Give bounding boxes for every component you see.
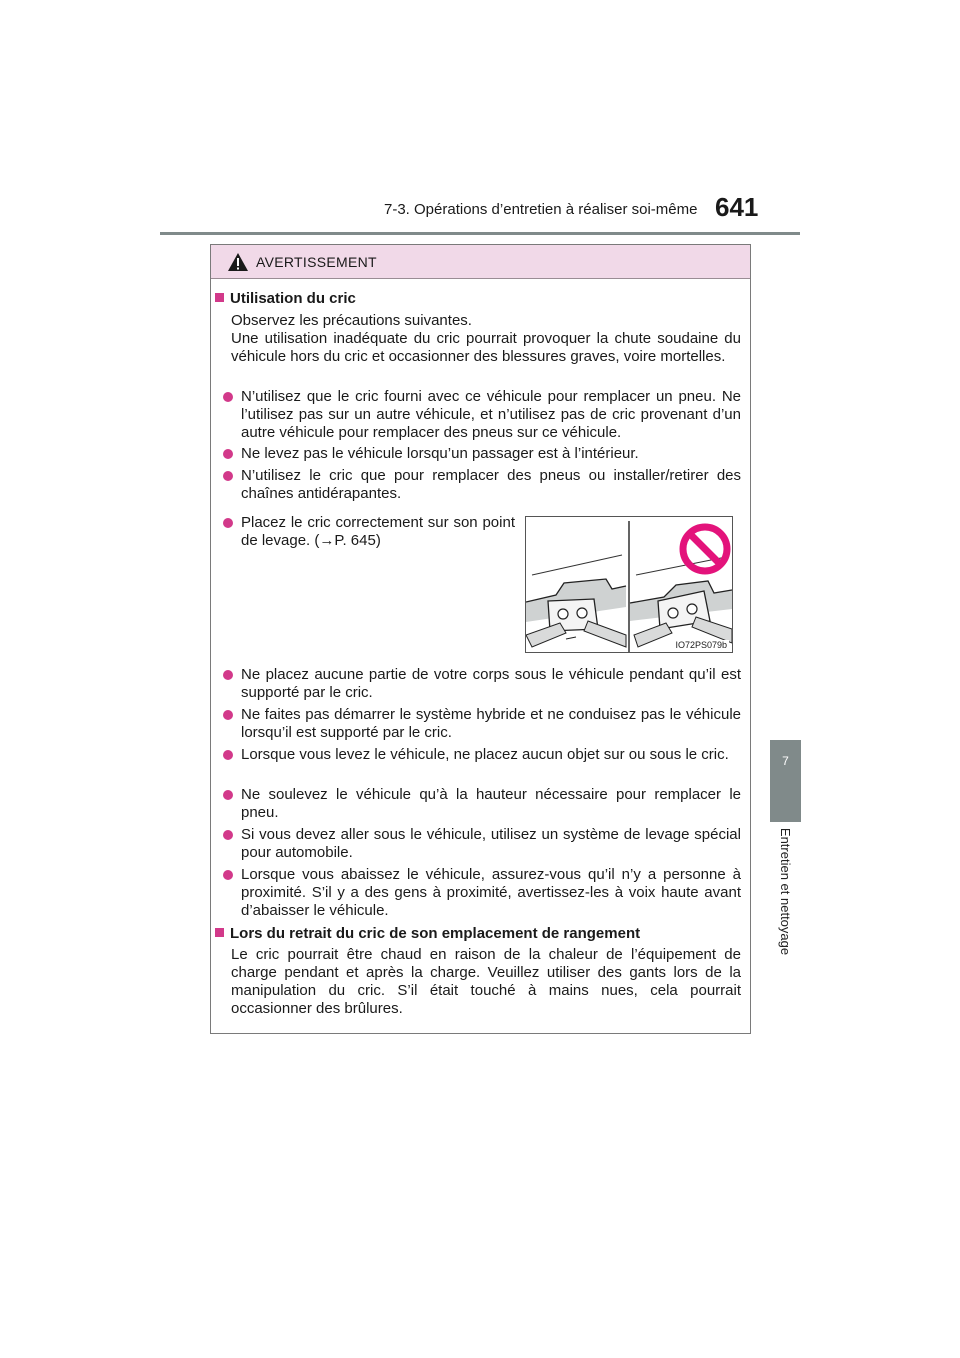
header-section-title: 7-3. Opérations d’entretien à réaliser soi-même [384, 201, 698, 218]
figure-code: IO72PS079b [675, 640, 727, 650]
list-item: Ne placez aucune partie de votre corps sous le véhicule pendant qu’il est supporté par le cric. [223, 666, 741, 702]
chapter-tab-label-text: Entretien et nettoyage [778, 827, 794, 955]
square-bullet-icon [215, 928, 224, 937]
list-item: Placez le cric correctement sur son point de levage. (→P. 645) [223, 514, 515, 550]
list-item: Ne levez pas le véhicule lorsqu’un passager est à l’intérieur. [223, 445, 741, 463]
bullet-dot-icon [223, 471, 233, 481]
list-item: N’utilisez le cric que pour remplacer des pneus ou installer/retirer des chaînes antidérapantes. [223, 467, 741, 503]
bullet-dot-icon [223, 670, 233, 680]
square-bullet-icon [215, 293, 224, 302]
list-item: Lorsque vous levez le véhicule, ne placez aucun objet sur ou sous le cric. [223, 746, 741, 764]
bullet-dot-icon [223, 392, 233, 402]
warning-title: AVERTISSEMENT [256, 253, 377, 270]
bullet-dot-icon [223, 750, 233, 760]
warning-triangle-icon [227, 252, 249, 272]
bullet-dot-icon [223, 790, 233, 800]
intro-line: Observez les précautions suivantes. [231, 312, 472, 329]
warning-box [210, 244, 751, 1034]
warning-header [211, 245, 750, 279]
removal-paragraph: Le cric pourrait être chaud en raison de la chaleur de l’équipement de charge pendant et après la charge. Veuillez utiliser des gants lors de la manipulation du cric. S’il était touché à mains nues, cela pourrait occasionner des brûlures. [231, 946, 741, 1017]
bullet-dot-icon [223, 870, 233, 880]
jack-placement-figure [525, 516, 733, 653]
chapter-tab-label [770, 822, 801, 960]
page-number: 641 [715, 192, 759, 222]
section-heading-jack-removal: Lors du retrait du cric de son emplacement de rangement [215, 925, 640, 942]
list-item: Ne soulevez le véhicule qu’à la hauteur nécessaire pour remplacer le pneu. [223, 786, 741, 822]
list-item: N’utilisez que le cric fourni avec ce véhicule pour remplacer un pneu. Ne l’utilisez pas sur un autre véhicule, et n’utilisez pas de cric provenant d’un autre véhicule pour remplacer des pneus sur ce véhicule. [223, 388, 741, 442]
intro-paragraph: Une utilisation inadéquate du cric pourrait provoquer la chute soudaine du véhicule hors du cric et occasionner des blessures graves, voire mortelles. [231, 330, 741, 365]
list-item: Lorsque vous abaissez le véhicule, assurez-vous qu’il n’y a personne à proximité. S’il y a des gens à proximité, avertissez-les à voix haute avant d’abaisser le véhicule. [223, 866, 741, 920]
bullet-dot-icon [223, 830, 233, 840]
bullet-dot-icon [223, 449, 233, 459]
list-item: Si vous devez aller sous le véhicule, utilisez un système de levage spécial pour automobile. [223, 826, 741, 862]
jack-placement-illustration [526, 517, 732, 652]
header-rule [160, 232, 800, 235]
chapter-tab-number[interactable]: 7 [770, 740, 801, 822]
list-item: Ne faites pas démarrer le système hybride et ne conduisez pas le véhicule lorsqu’il est supporté par le cric. [223, 706, 741, 742]
bullet-dot-icon [223, 710, 233, 720]
bullet-dot-icon [223, 518, 233, 528]
section-heading-jack-use: Utilisation du cric [215, 290, 356, 307]
prohibited-icon [683, 527, 727, 571]
